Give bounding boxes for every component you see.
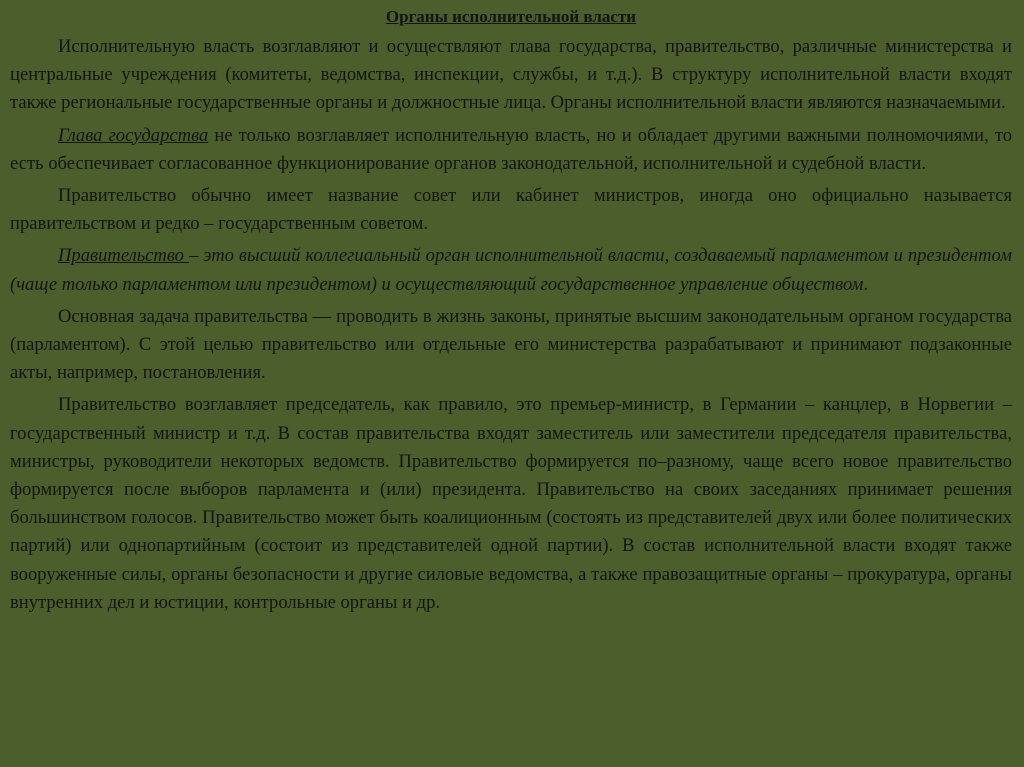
paragraph-government-names: Правительство обычно имеет название совет или кабинет министров, иногда оно официально называется правительством и редко – государственным советом. — [10, 185, 1012, 235]
paragraph-head-of-state — [10, 122, 1012, 178]
term-government: Правительство — [58, 245, 189, 267]
paragraph-main-task: Основная задача правительства — проводить в жизнь законы, принятые высшим законодательным органом государства (парламентом). С этой целью правительство или отдельные его министерства разрабатывают и принимают подзаконные акты, например, постановления. — [10, 305, 1012, 384]
term-head-of-state: Глава государства — [58, 124, 209, 146]
paragraph-government-structure: Правительство возглавляет председатель, как правило, это премьер-министр, в Германии – канцлер, в Норвегии – государственный министр и т.д. В состав правительства входят заместитель или заместители председателя правительства, министры, руководители некоторых ведомств. Правительство формируется по–разному, чаще всего новое правительство формируется после выборов парламента и (или) президента. Правительство на своих заседаниях принимает решения большинством голосов. Правительство может быть коалиционным (состоять из представителей двух или более политических партий) или однопартийным (состоит из представителей одной партии). В состав исполнительной власти входят также вооруженные силы, органы безопасности и другие силовые ведомства, а также правозащитные органы – прокуратура, органы внутренних дел и юстиции, контрольные органы и др. — [10, 394, 1012, 613]
paragraph-government-definition — [10, 242, 1012, 298]
definition-period: . — [863, 273, 869, 295]
page-title: Органы исполнительной власти — [385, 7, 637, 26]
paragraph-head-of-state-text: не только возглавляет исполнительную власть, но и обладает другими важными полномочиями, то есть обеспечивает согласованное функционирование органов законодательной, исполнительной и судебной власти. — [10, 124, 1012, 174]
definition-text: – это высший коллегиальный орган исполнительной власти, создаваемый парламентом и президентом (чаще только парламентом или президентом) и осуществляющий государственное управление обществом — [10, 245, 1012, 295]
paragraph-executive-power: Исполнительную власть возглавляют и осуществляют глава государства, правительство, различные министерства и центральные учреждения (комитеты, ведомства, инспекции, службы, и т.д.). В структуру исполнительной власти входят также региональные государственные органы и должностные лица. Органы исполнительной власти являются назначаемыми. — [10, 36, 1012, 114]
